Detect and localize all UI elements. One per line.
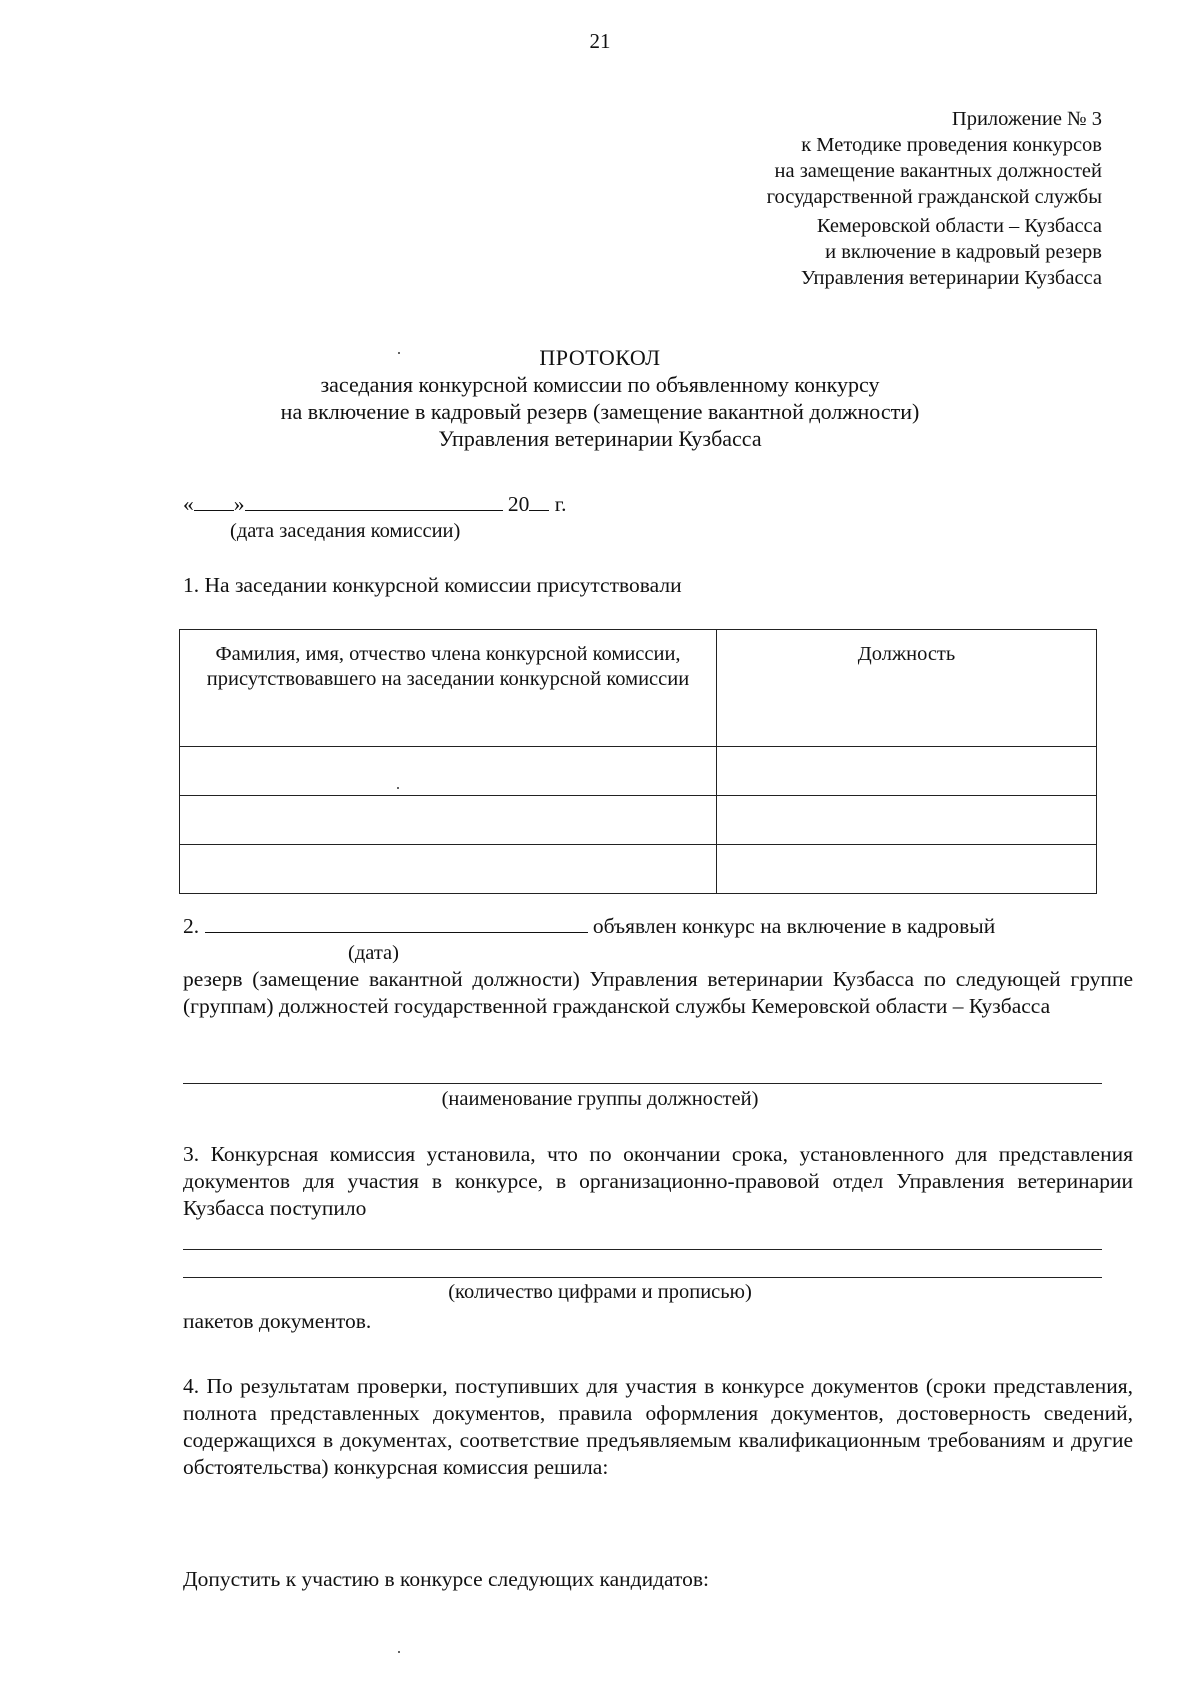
header-member-name: Фамилия, имя, отчество члена конкурсной комиссии, присутствовавшего на заседании конкурсной комиссии <box>180 630 717 747</box>
member-position-cell[interactable] <box>717 796 1097 845</box>
section-2-number: 2. <box>183 914 200 938</box>
date-open-quote: « <box>183 492 194 516</box>
appendix-line: к Методике проведения конкурсов <box>801 134 1102 156</box>
meeting-date-line <box>183 490 567 518</box>
appendix-line: Приложение № 3 <box>951 108 1102 130</box>
section-2-continuation: резерв (замещение вакантной должности) Управления ветеринарии Кузбасса по следующей группе (группам) должностей государственной гражданской службы Кемеровской области – Кузбасса <box>183 967 1133 1018</box>
title-line: Управления ветеринарии Кузбасса <box>438 426 762 451</box>
year-suffix: г. <box>554 492 567 516</box>
member-position-cell[interactable] <box>717 845 1097 894</box>
announcement-date-blank[interactable] <box>205 912 588 933</box>
document-title <box>0 344 1200 452</box>
table-row <box>180 845 1097 894</box>
appendix-line: и включение в кадровый резерв <box>825 241 1102 263</box>
position-group-blank[interactable] <box>183 1083 1102 1084</box>
header-position: Должность <box>717 630 1097 747</box>
section-1-text: 1. На заседании конкурсной комиссии присутствовали <box>183 573 682 597</box>
section-4-text: 4. По результатам проверки, поступивших для участия в конкурсе документов (сроки представления, полнота представленных документов, правила оформления документов, достоверность сведений, содержащихся в документах, соответствие предъявляемым квалификационным требованиям и другие обстоятельства) конкурсная комиссия решила: <box>183 1374 1133 1479</box>
section-2-line <box>183 912 1143 940</box>
section-3-text: 3. Конкурсная комиссия установила, что по окончании срока, установленного для представления документов для участия в конкурсе, в организационно-правовой отдел Управления ветеринарии Кузбасса поступило <box>183 1142 1133 1220</box>
year-prefix: 20 <box>507 492 530 516</box>
announcement-date-caption: (дата) <box>348 942 399 964</box>
month-blank[interactable] <box>245 490 503 511</box>
date-close-quote: » <box>233 492 245 516</box>
appendix-line: Кемеровской области – Кузбасса <box>816 215 1102 237</box>
table-row <box>180 747 1097 796</box>
scan-speck <box>397 787 399 789</box>
title-line: на включение в кадровый резерв (замещение вакантной должности) <box>280 399 920 424</box>
admit-candidates-text: Допустить к участию в конкурсе следующих кандидатов: <box>183 1567 709 1591</box>
member-position-cell[interactable] <box>717 747 1097 796</box>
section-2-text: объявлен конкурс на включение в кадровый <box>592 914 996 938</box>
year-blank[interactable] <box>529 490 549 511</box>
member-name-cell[interactable] <box>180 796 717 845</box>
member-name-cell[interactable] <box>180 747 717 796</box>
table-row <box>180 796 1097 845</box>
title-heading: ПРОТОКОЛ <box>539 345 661 370</box>
meeting-date-caption: (дата заседания комиссии) <box>230 520 461 542</box>
commission-members-table <box>179 629 1097 894</box>
packets-text: пакетов документов. <box>183 1309 372 1333</box>
quantity-blank-line-1[interactable] <box>183 1249 1102 1250</box>
appendix-line: государственной гражданской службы <box>766 186 1102 208</box>
quantity-blank-line-2[interactable] <box>183 1277 1102 1278</box>
appendix-line: на замещение вакантных должностей <box>774 160 1102 182</box>
member-name-cell[interactable] <box>180 845 717 894</box>
table-header-row <box>180 630 1097 747</box>
title-line: заседания конкурсной комиссии по объявленному конкурсу <box>320 372 880 397</box>
quantity-caption: (количество цифрами и прописью) <box>448 1281 752 1303</box>
position-group-caption: (наименование группы должностей) <box>441 1088 759 1110</box>
scan-speck <box>398 1651 400 1653</box>
appendix-line: Управления ветеринарии Кузбасса <box>800 267 1102 289</box>
day-blank[interactable] <box>194 490 234 511</box>
page-number: 21 <box>589 29 611 53</box>
appendix-note <box>767 106 1102 291</box>
